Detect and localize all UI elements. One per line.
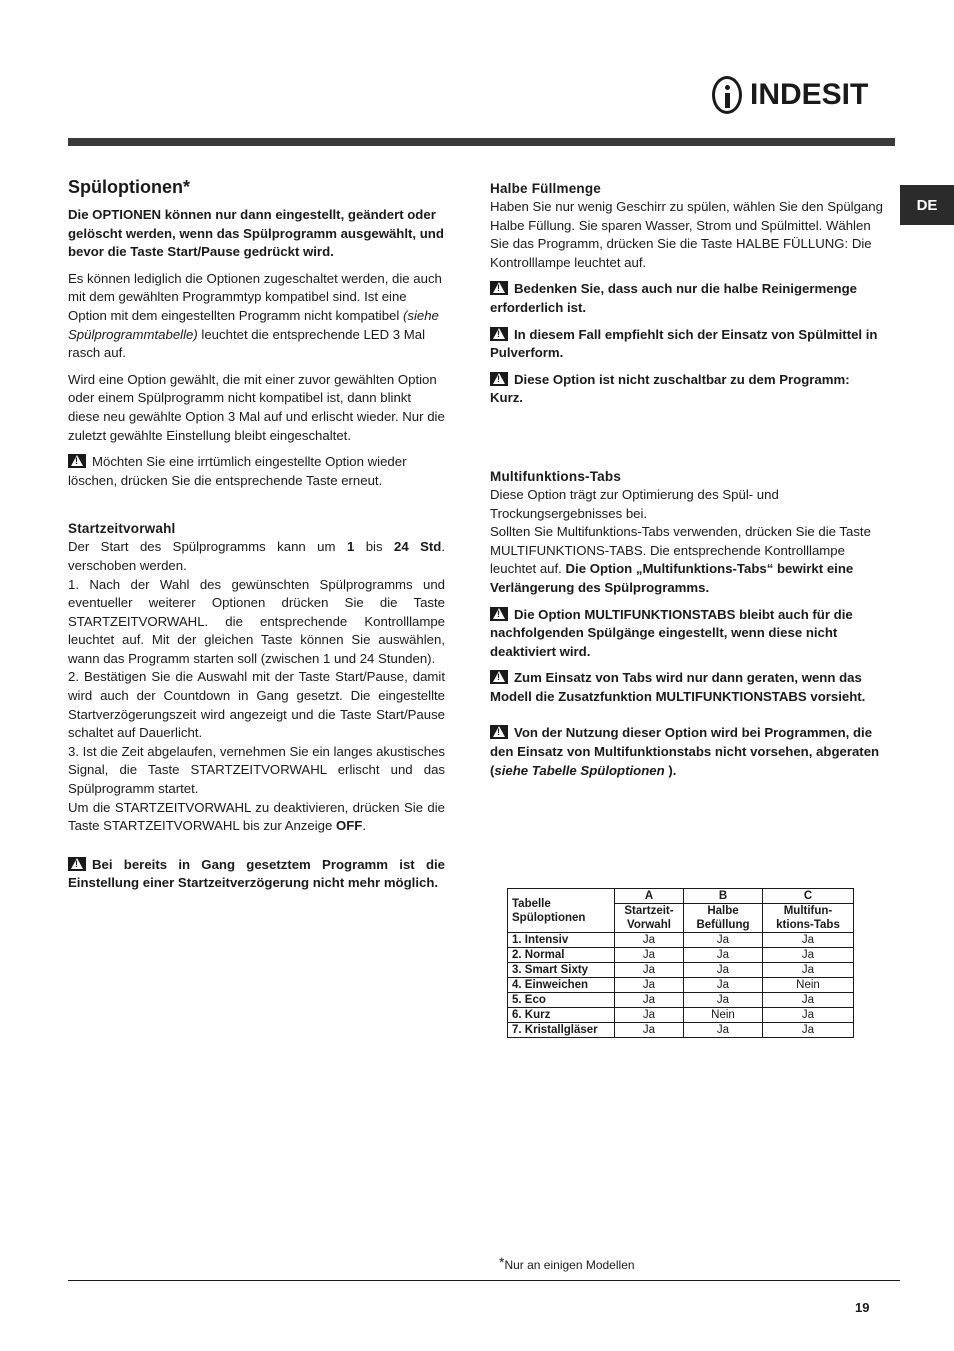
startzeit-deactivate [68, 799, 445, 836]
section-heading-startzeit: Startzeitvorwahl [68, 521, 176, 537]
startzeit-step2: 2. Bestätigen Sie die Auswahl mit der Taste Start/Pause, damit wird auch der Countdown in Gang gesetzt. Die eingestellte Startverzögerungszeit wird angezeigt und die Taste Start/Pause schaltet auf Dauerlicht. [68, 669, 445, 741]
table-row [508, 933, 854, 948]
startzeit-range [68, 538, 445, 575]
table-row [508, 978, 854, 993]
corner-line: Tabelle [512, 897, 551, 910]
cell: Ja [615, 993, 684, 1008]
cell: Ja [684, 993, 763, 1008]
section-heading-halbe: Halbe Füllmenge [490, 181, 602, 196]
language-tab: DE [900, 185, 954, 225]
warning-note [490, 606, 886, 662]
cell: Nein [763, 978, 854, 993]
warning-icon [490, 281, 508, 295]
cell: Ja [684, 978, 763, 993]
col-letter: A [615, 889, 684, 904]
page-number: 19 [855, 1300, 870, 1315]
cell: Ja [615, 1023, 684, 1038]
table-row [508, 948, 854, 963]
cell: Ja [615, 963, 684, 978]
text: . [362, 818, 367, 834]
table-reference: (siehe Spülprogrammtabelle) [68, 307, 439, 342]
col-header [763, 904, 854, 933]
footer-divider [68, 1280, 900, 1281]
col-header [684, 904, 763, 933]
footnote-text: Nur an einigen Modellen [504, 1258, 635, 1272]
cell: Ja [684, 933, 763, 948]
startzeit-step3: 3. Ist die Zeit abgelaufen, vernehmen Sie ein langes akustisches Signal, die Taste STARTZEITVORWAHL erlischt und das Spülprogramm startet. [68, 743, 445, 797]
text: Sollten Sie Multifunktions-Tabs verwenden, drücken Sie die Taste MULTIFUNKTIONS-TABS. Die entsprechende Kontrolllampe leuchtet auf. [490, 524, 871, 577]
col-header-line: Halbe [707, 905, 739, 917]
warning-icon [490, 327, 508, 341]
text-bold: Die Option „Multifunktions-Tabs“ bewirkt eine Verlängerung des Spülprogramms. [490, 561, 854, 595]
off-label: OFF [335, 818, 363, 834]
warning-text: Zum Einsatz von Tabs wird nur dann geraten, wenn das Modell die Zusatzfunktion MULTIFUNKTIONSTABS vorsieht. [490, 670, 866, 704]
warning-text: Von der Nutzung dieser Option wird bei Programmen, die den Einsatz von Multifunktionstabs nicht vorsehen, abgeraten ( [490, 725, 880, 778]
warning-icon [68, 454, 86, 468]
cell: Ja [615, 933, 684, 948]
paragraph-blink: Wird eine Option gewählt, die mit einer zuvor gewählten Option oder einem Spülprogramm nicht kompatibel ist, dann blinkt diese neu gewählte Option 3 Mal auf und erlischt wieder. Nur die zuletzt gewählte Einstellung bleibt eingeschaltet. [68, 371, 445, 443]
table-row [508, 993, 854, 1008]
min-hours: 1 [346, 539, 355, 555]
right-column [490, 180, 886, 788]
warning-note [490, 326, 886, 363]
text: Es können lediglich die Optionen zugeschaltet werden, die auch mit dem gewählten Programmtyp kompatibel sind. Ist eine Option mit dem eingestellten Programm nicht kompatibel [68, 270, 442, 323]
section-heading-tabs: Multifunktions-Tabs [490, 468, 622, 484]
warning-text: Möchten Sie eine irrtümlich eingestellte Option wieder löschen, drücken Sie die entsprechende Taste erneut. [68, 454, 407, 488]
halbe-text: Haben Sie nur wenig Geschirr zu spülen, wählen Sie den Spülgang Halbe Füllung. Sie sparen Wasser, Strom und Spülmittel. Wählen Sie das Programm, drücken Sie die Taste HALBE FÜLLUNG: Die Kontrolllampe leuchtet auf. [490, 199, 883, 270]
warning-icon [490, 607, 508, 621]
warning-icon [490, 725, 508, 739]
startzeit-step1: 1. Nach der Wahl des gewünschten Spülprogramms und eventueller weiterer Optionen drücken Sie die Taste STARTZEITVORWAHL. die entsprechende Kontrolllampe leuchtet auf. Mit der gleichen Taste können Sie auswählen, wann das Programm starten soll (zwischen 1 und 24 Stunden). [68, 576, 445, 666]
tabs-text1: Diese Option trägt zur Optimierung des Spül- und Trockungsergebnisses bei. [490, 486, 779, 521]
warning-note [490, 724, 886, 780]
warning-text: In diesem Fall empfiehlt sich der Einsatz von Spülmittel in Pulverform. [490, 326, 878, 361]
cell: Nein [684, 1008, 763, 1023]
col-header-line: Befüllung [696, 919, 750, 931]
program-name: 6. Kurz [508, 1008, 615, 1023]
col-letter: C [763, 889, 854, 904]
cell: Ja [763, 948, 854, 963]
cell: Ja [763, 933, 854, 948]
cell: Ja [763, 1008, 854, 1023]
cell: Ja [615, 978, 684, 993]
brand-name: INDESIT [750, 78, 869, 111]
warning-note [490, 669, 886, 706]
intro-bold: Die OPTIONEN können nur dann eingestellt, geändert oder gelöscht werden, wenn das Spülprogramm ausgewählt, und bevor die Taste Start/Pause gedrückt wird. [68, 207, 444, 260]
text: leuchtet die entsprechende LED 3 Mal rasch auf. [68, 326, 426, 361]
col-header-line: ktions-Tabs [776, 919, 840, 931]
warning-text: Die Option MULTIFUNKTIONSTABS bleibt auch für die nachfolgenden Spülgänge eingestellt, wenn diese nicht deaktiviert wird. [490, 606, 853, 659]
indesit-logo [712, 74, 868, 116]
cell: Ja [615, 948, 684, 963]
warning-text: Bei bereits in Gang gesetztem Programm ist die Einstellung einer Startzeitverzögerung nicht mehr möglich. [68, 856, 445, 891]
footnote [499, 1254, 635, 1272]
program-name: 5. Eco [508, 993, 615, 1008]
col-header-line: Vorwahl [627, 919, 671, 931]
indesit-logo-icon [712, 76, 742, 114]
page-title: Spüloptionen* [68, 177, 190, 197]
footnote-star: * [499, 1254, 505, 1270]
left-column [68, 176, 445, 901]
warning-text: ). [664, 762, 677, 778]
warning-text: Bedenken Sie, dass auch nur die halbe Reinigermenge erforderlich ist. [490, 281, 857, 315]
col-header [615, 904, 684, 933]
text: Der Start des Spülprogramms kann um [68, 539, 347, 555]
warning-note [68, 856, 445, 893]
cell: Ja [684, 963, 763, 978]
header-divider [68, 138, 895, 146]
options-table-grid [507, 888, 854, 1038]
table-header-letters [508, 889, 854, 904]
text: . verschoben werden. [68, 539, 446, 573]
cell: Ja [615, 1008, 684, 1023]
corner-line: Spüloptionen [512, 911, 586, 924]
tabs-text2 [490, 523, 886, 597]
cell: Ja [763, 993, 854, 1008]
warning-icon [68, 857, 86, 871]
table-row [508, 1023, 854, 1038]
paragraph-compat [68, 270, 445, 363]
options-table [507, 888, 854, 1038]
program-name: 4. Einweichen [508, 978, 615, 993]
cell: Ja [763, 1023, 854, 1038]
program-name: 2. Normal [508, 948, 615, 963]
warning-icon [490, 372, 508, 386]
text: bis [354, 539, 394, 555]
max-hours: 24 Std [394, 539, 442, 555]
cell: Ja [763, 963, 854, 978]
warning-note [68, 453, 445, 490]
warning-note [490, 371, 886, 408]
warning-note [490, 280, 886, 317]
table-row [508, 1008, 854, 1023]
cell: Ja [684, 948, 763, 963]
program-name: 7. Kristallgläser [508, 1023, 615, 1038]
warning-icon [490, 670, 508, 684]
program-name: 3. Smart Sixty [508, 963, 615, 978]
col-letter: B [684, 889, 763, 904]
table-reference: siehe Tabelle Spüloptionen [494, 762, 665, 778]
table-row [508, 963, 854, 978]
col-header-line: Startzeit- [624, 905, 674, 917]
table-corner [508, 889, 615, 933]
program-name: 1. Intensiv [508, 933, 615, 948]
warning-text: Diese Option ist nicht zuschaltbar zu dem Programm: Kurz. [490, 371, 850, 406]
startzeit-body [68, 538, 445, 836]
cell: Ja [684, 1023, 763, 1038]
col-header-line: Multifun- [783, 905, 833, 917]
text: Um die STARTZEITVORWAHL zu deaktivieren, drücken Sie die Taste STARTZEITVORWAHL bis zur Anzeige [68, 799, 445, 834]
